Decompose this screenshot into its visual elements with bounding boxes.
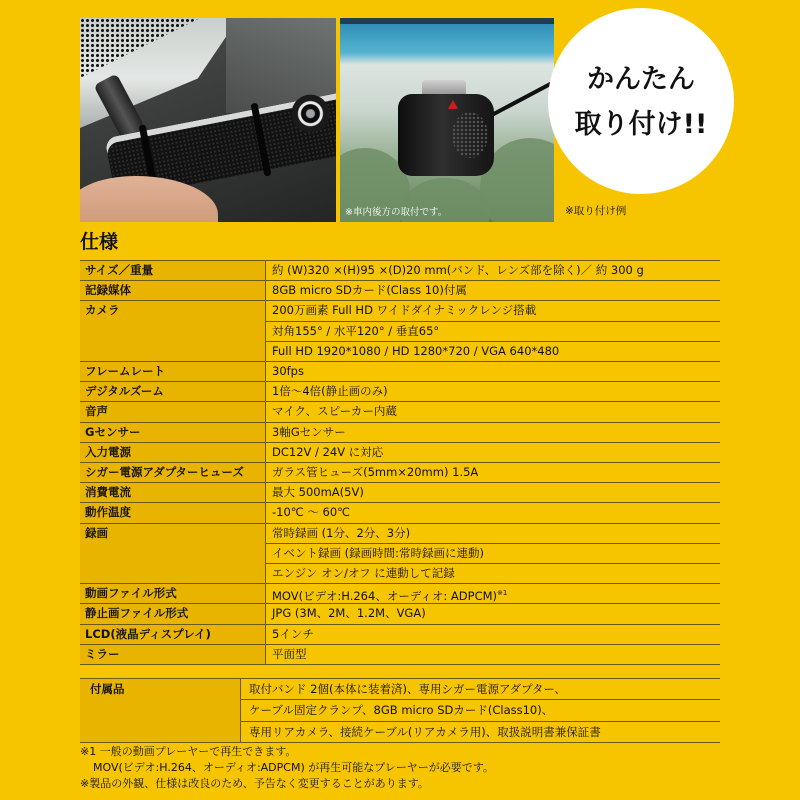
spec-values (266, 423, 720, 442)
windshield-edge (340, 18, 554, 24)
spec-label: 動作温度 (80, 503, 266, 522)
spec-row-g-sensor (80, 422, 720, 442)
mirror-dashcam-photo (80, 18, 336, 222)
spec-row-size-weight (80, 260, 720, 280)
spec-row-input-power (80, 442, 720, 462)
spec-label: カメラ (80, 301, 266, 361)
spec-row-camera (80, 300, 720, 361)
spec-label: 動画ファイル形式 (80, 584, 266, 603)
mounting-band (250, 103, 271, 177)
accessories-line: ケーブル固定クランプ、8GB micro SDカード(Class10)、 (241, 699, 720, 720)
footnote: MOV(ビデオ:H.264、オーディオ:ADPCM) が再生可能なプレーヤーが必要です。 (93, 761, 494, 774)
spec-value: 30fps (272, 363, 304, 378)
spec-value (266, 584, 720, 603)
rear-photo-caption: ※車内後方の取付です。 (345, 207, 448, 218)
spec-value: マイク、スピーカー内蔵 (272, 404, 397, 419)
spec-value: DC12V / 24V に対応 (272, 444, 384, 459)
spec-label: 音声 (80, 402, 266, 421)
spec-row-media (80, 280, 720, 300)
spec-values (266, 301, 720, 361)
spec-values (266, 382, 720, 401)
badge-line-2: 取り付け!! (574, 109, 708, 140)
rear-camera-photo (340, 18, 554, 222)
accessories-line: 取付バンド 2個(本体に装着済)、専用シガー電源アダプター、 (249, 682, 566, 696)
spec-value: イベント録画 (録画時間:常時録画に連動) (266, 543, 720, 563)
accessories-line: 専用リアカメラ、接続ケーブル(リアカメラ用)、取扱説明書兼保証書 (241, 721, 720, 742)
spec-label: Gセンサー (80, 423, 266, 442)
spec-table (80, 260, 720, 665)
spec-value: -10℃ ～ 60℃ (272, 505, 351, 520)
spec-value-text: MOV(ビデオ:H.264、オーディオ: ADPCM) (272, 589, 498, 604)
spec-values (266, 503, 720, 522)
camera-mesh (452, 112, 488, 158)
spec-value: 1倍～4倍(静止画のみ) (272, 384, 388, 399)
rear-camera-body (398, 94, 494, 176)
accessories-values (241, 679, 720, 742)
spec-value: 約 (W)320 ×(H)95 ×(D)20 mm(バンド、レンズ部を除く)／ 約 300 g (272, 263, 644, 277)
spec-value: 200万画素 Full HD ワイドダイナミックレンジ搭載 (272, 303, 537, 318)
spec-row-audio (80, 401, 720, 421)
spec-values (266, 483, 720, 502)
install-example-caption: ※取り付け例 (565, 205, 627, 217)
spec-row-frame-rate (80, 361, 720, 381)
spec-values (266, 645, 720, 664)
spec-row-recording (80, 523, 720, 584)
spec-value: 3軸Gセンサー (272, 424, 346, 439)
accessories-table (80, 678, 720, 743)
badge-line-1: かんたん (587, 64, 695, 95)
spec-value: 8GB micro SDカード(Class 10)付属 (272, 283, 467, 298)
camera-cable (489, 72, 554, 118)
footnote: ※製品の外観、仕様は改良のため、予告なく変更することがあります。 (80, 777, 429, 790)
spec-row-fuse (80, 462, 720, 482)
red-triangle-logo-icon (448, 100, 458, 109)
spec-values (266, 584, 720, 603)
footnote-mark: ※1 (497, 589, 508, 598)
spec-value: 常時録画 (1分、2分、3分) (272, 525, 411, 540)
spec-value: 対角155° / 水平120° / 垂直65° (266, 321, 720, 341)
spec-row-digital-zoom (80, 381, 720, 401)
spec-label: LCD(液晶ディスプレイ) (80, 625, 266, 644)
spec-values (266, 362, 720, 381)
spec-label: 記録媒体 (80, 281, 266, 300)
spec-label: 録画 (80, 524, 266, 584)
spec-label: デジタルズーム (80, 382, 266, 401)
section-title: 仕様 (80, 231, 119, 253)
spec-value: 平面型 (272, 646, 307, 661)
spec-values (266, 281, 720, 300)
spec-values (266, 402, 720, 421)
spec-label: サイズ／重量 (80, 261, 266, 280)
spec-value: ガラス管ヒューズ(5mm×20mm) 1.5A (272, 464, 479, 479)
spec-label: フレームレート (80, 362, 266, 381)
spec-row-image-format (80, 603, 720, 623)
spec-values (266, 261, 720, 280)
spec-label: ミラー (80, 645, 266, 664)
easy-install-badge (548, 8, 734, 194)
spec-values (266, 524, 720, 584)
accessories-label: 付属品 (80, 679, 241, 742)
spec-value: 5インチ (272, 626, 314, 641)
spec-label: 消費電流 (80, 483, 266, 502)
spec-row-video-format (80, 583, 720, 603)
spec-label: 静止画ファイル形式 (80, 604, 266, 623)
spec-values (266, 443, 720, 462)
spec-row-current (80, 482, 720, 502)
spec-label: シガー電源アダプターヒューズ (80, 463, 266, 482)
spec-value: Full HD 1920*1080 / HD 1280*720 / VGA 640*480 (266, 341, 720, 361)
spec-value: エンジン オン/オフ に連動して記録 (266, 563, 720, 583)
footnotes (80, 744, 720, 792)
spec-values (266, 463, 720, 482)
spec-value: JPG (3M、2M、1.2M、VGA) (272, 606, 426, 621)
spec-values (266, 625, 720, 644)
spec-row-lcd (80, 624, 720, 644)
spec-row-temperature (80, 502, 720, 522)
spec-label: 入力電源 (80, 443, 266, 462)
footnote: ※1 一般の動画プレーヤーで再生できます。 (80, 745, 297, 758)
spec-value: 最大 500mA(5V) (272, 485, 364, 500)
spec-values (266, 604, 720, 623)
spec-row-mirror (80, 644, 720, 664)
